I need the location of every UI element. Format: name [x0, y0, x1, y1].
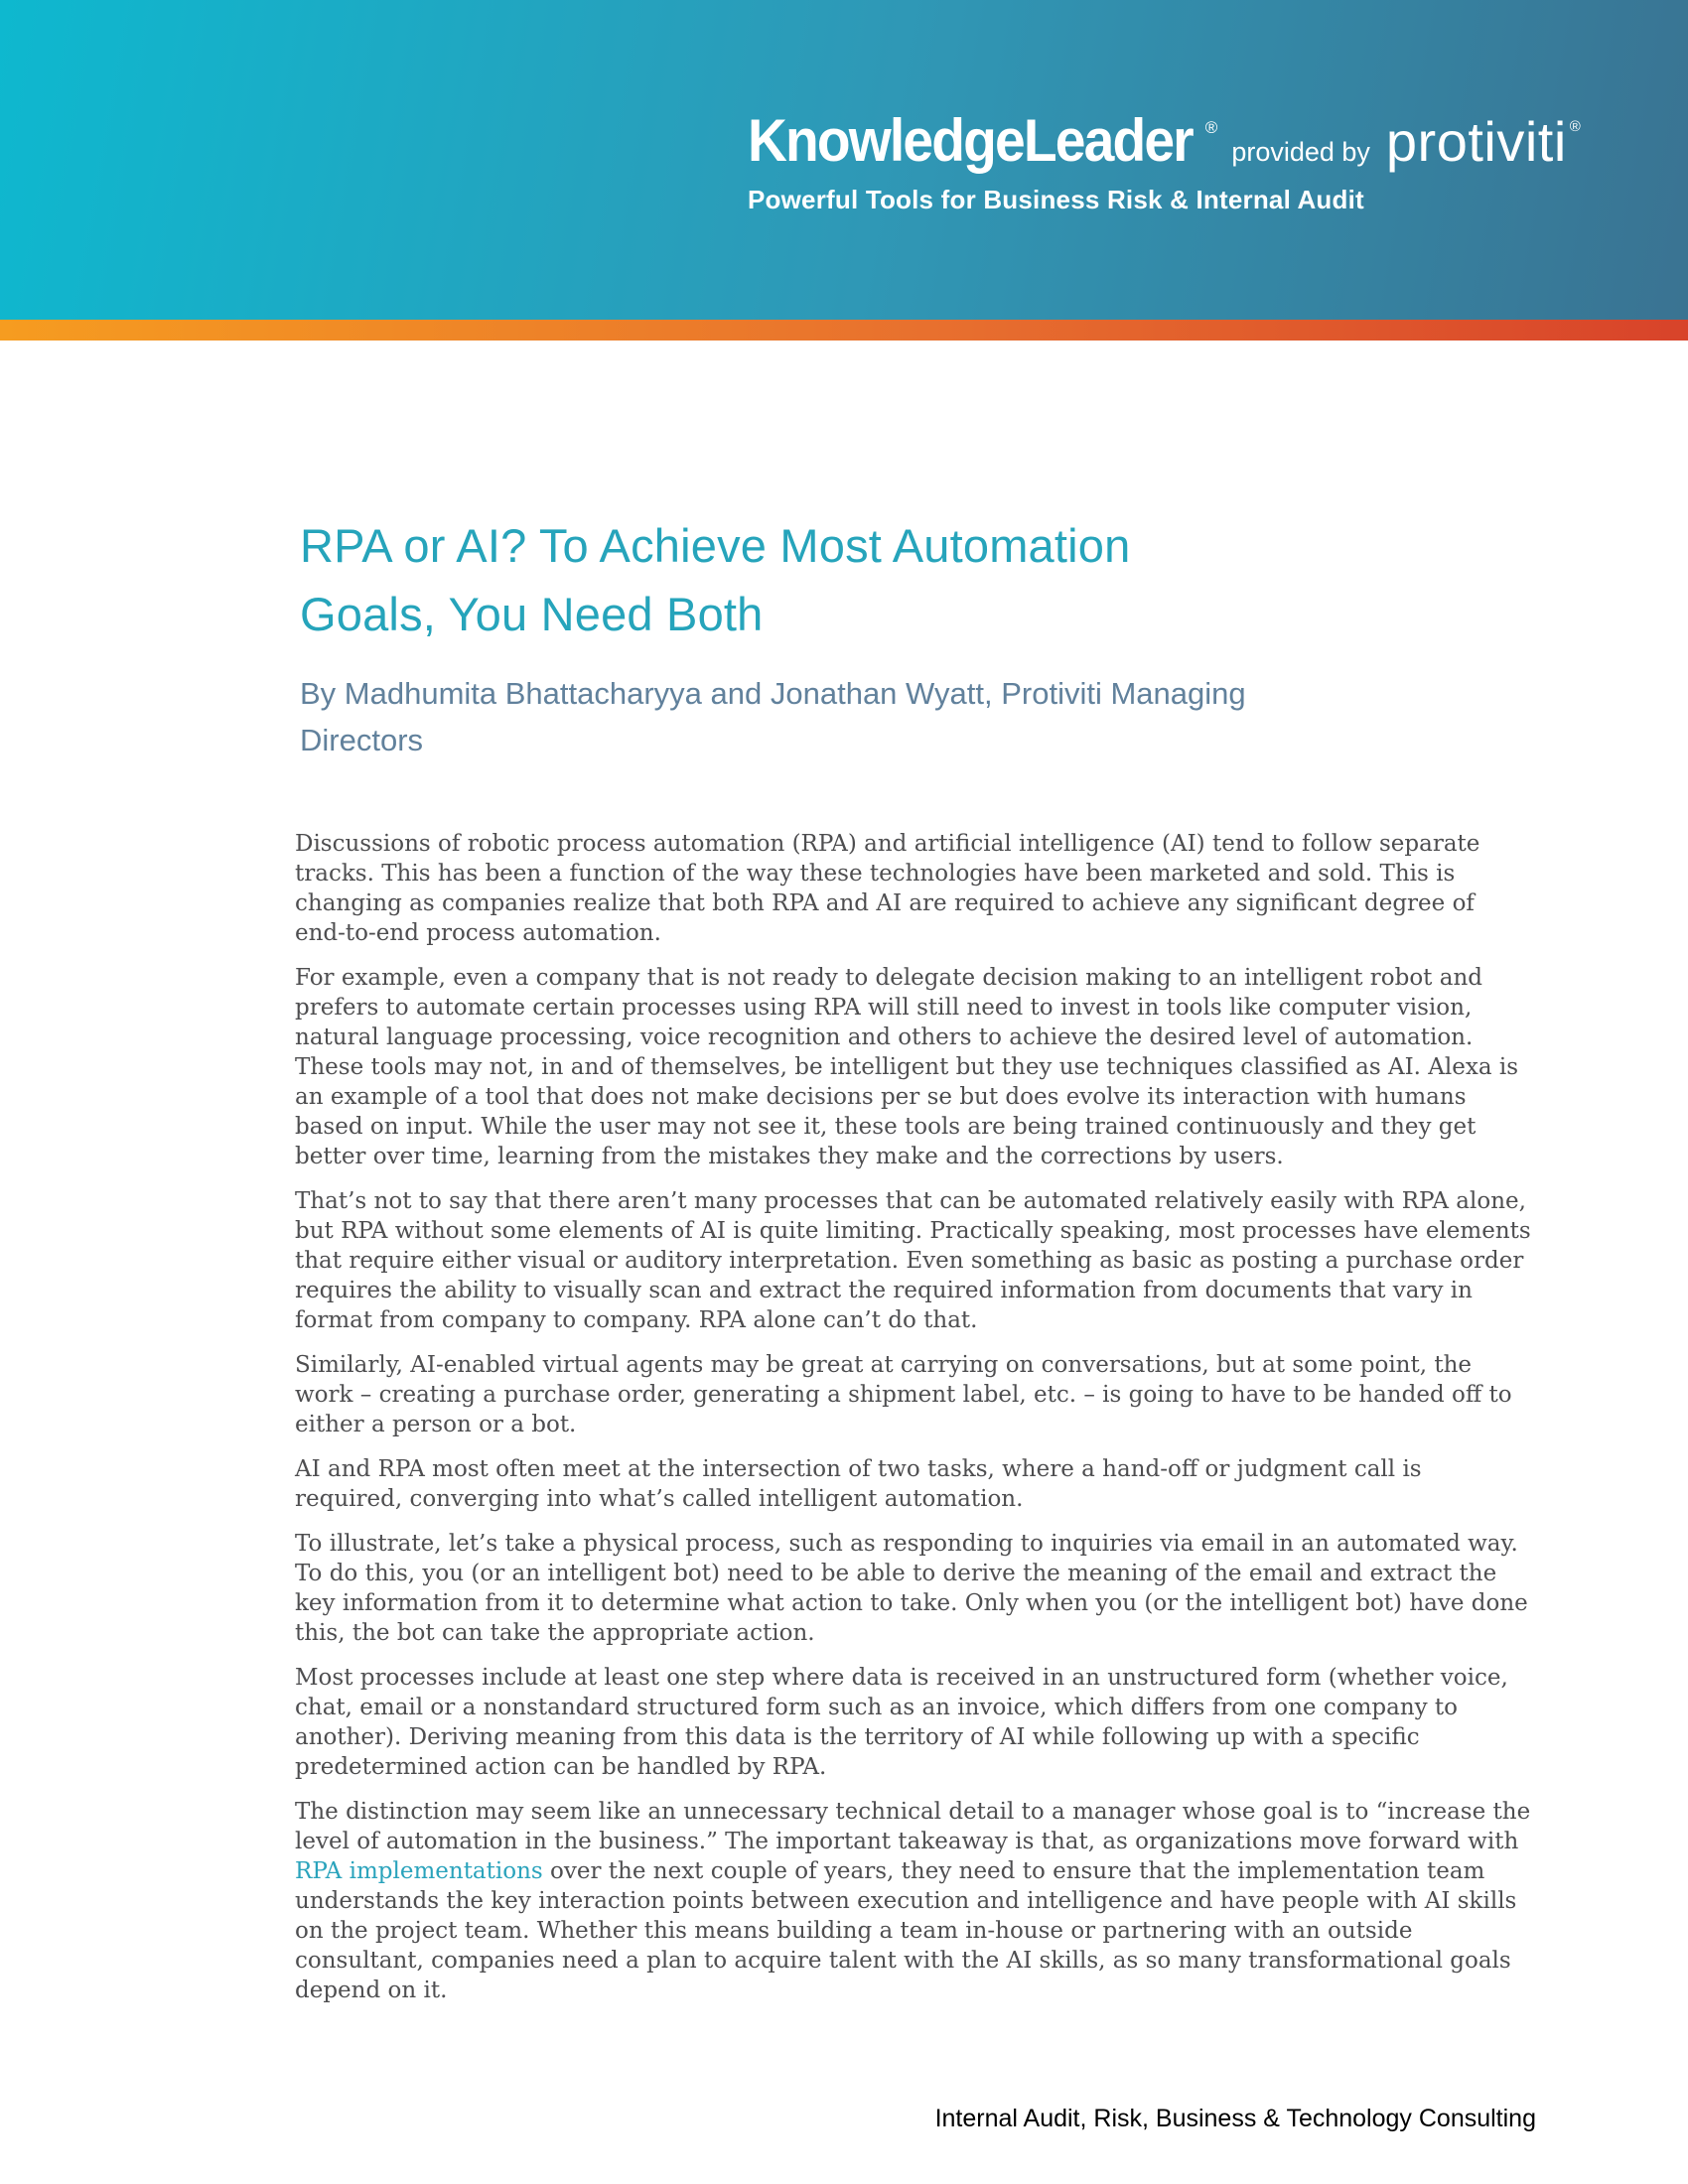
paragraph-text: To illustrate, let’s take a physical process, such as responding to inquiries via email in an automated way. To do this, you (or an intelligent bot) need to be able to derive the meaning of the email and extract the key information from it to determine what action to take. Only when you (or the intelligent bot) have done this, the bot can take the appropriate action.	[295, 1531, 1528, 1646]
logo-provided-by-text: provided by	[1231, 137, 1370, 167]
byline-line: By Madhumita Bhattacharyya and Jonathan Wyatt, Protiviti Managing	[300, 676, 1246, 711]
body-paragraph	[295, 1529, 1531, 1648]
masthead-banner	[0, 0, 1688, 320]
paragraph-text: over the next couple of years, they need to ensure that the implementation team understands the key interaction points between execution and intelligence and have people with AI skills on the project team. Whether this means building a team in-house or partnering with an outside consultant, companies need a plan to acquire talent with the AI skills, as so many transformational goals depend on it.	[295, 1858, 1517, 2003]
logo-knowledgeleader-text: KnowledgeLeader	[748, 107, 1193, 174]
body-paragraph	[295, 1797, 1531, 2005]
registered-mark-icon: ®	[1569, 118, 1581, 135]
footer-tagline: Internal Audit, Risk, Business & Technology Consulting	[934, 2105, 1536, 2132]
body-paragraph	[295, 1350, 1531, 1439]
page-title-line: RPA or AI? To Achieve Most Automation	[300, 519, 1131, 572]
paragraph-text: Discussions of robotic process automation (RPA) and artificial intelligence (AI) tend to follow separate tracks. This has been a function of the way these technologies have been marketed and sold. This is changing as companies realize that both RPA and AI are required to achieve any significant degree of end-to-end process automation.	[295, 831, 1480, 946]
logo-row	[748, 107, 1581, 174]
paragraph-text: The distinction may seem like an unnecessary technical detail to a manager whose goal is to “increase the level of automation in the business.” The important takeaway is that, as organizations move forward with	[295, 1799, 1531, 1854]
byline-line: Directors	[300, 723, 424, 757]
body-paragraph	[295, 829, 1531, 948]
knowledgeleader-logo	[748, 107, 1581, 215]
registered-mark-icon: ®	[1204, 118, 1218, 137]
paragraph-text: Most processes include at least one step where data is received in an unstructured form (whether voice, chat, email or a nonstandard structured form such as an invoice, which differs from one company to another). Deriving meaning from this data is the territory of AI while following up with a specific predetermined action can be handled by RPA.	[295, 1665, 1508, 1780]
page-title-line: Goals, You Need Both	[300, 588, 764, 640]
body-paragraph	[295, 1454, 1531, 1514]
logo-tagline: Powerful Tools for Business Risk & Internal Audit	[748, 185, 1364, 214]
logo-protiviti-text: protiviti	[1385, 110, 1567, 173]
article-content	[0, 511, 1688, 2005]
paragraph-text: AI and RPA most often meet at the intersection of two tasks, where a hand-off or judgment call is required, converging into what’s called intelligent automation.	[295, 1456, 1422, 1512]
byline	[300, 670, 1534, 763]
accent-divider-bar	[0, 320, 1688, 341]
article-body	[295, 829, 1531, 2005]
body-paragraph	[295, 1663, 1531, 1782]
paragraph-text: For example, even a company that is not ready to delegate decision making to an intelligent robot and prefers to automate certain processes using RPA will still need to invest in tools like computer vision, natural language processing, voice recognition and others to achieve the desired level of automation. These tools may not, in and of themselves, be intelligent but they use techniques classified as AI. Alexa is an example of a tool that does not make decisions per se but does evolve its interaction with humans based on input. While the user may not see it, these tools are being trained continuously and they get better over time, learning from the mistakes they make and the corrections by users.	[295, 965, 1519, 1169]
rpa-implementations-link[interactable]: RPA implementations	[295, 1858, 543, 1884]
paragraph-text: That’s not to say that there aren’t many processes that can be automated relatively easily with RPA alone, but RPA without some elements of AI is quite limiting. Practically speaking, most processes have elements that require either visual or auditory interpretation. Even something as basic as posting a purchase order requires the ability to visually scan and extract the required information from documents that vary in format from company to company. RPA alone can’t do that.	[295, 1188, 1531, 1333]
paragraph-text: Similarly, AI-enabled virtual agents may be great at carrying on conversations, but at some point, the work – creating a purchase order, generating a shipment label, etc. – is going to have to be handed off to either a person or a bot.	[295, 1352, 1512, 1437]
page-title	[300, 511, 1534, 648]
body-paragraph	[295, 963, 1531, 1171]
body-paragraph	[295, 1186, 1531, 1335]
